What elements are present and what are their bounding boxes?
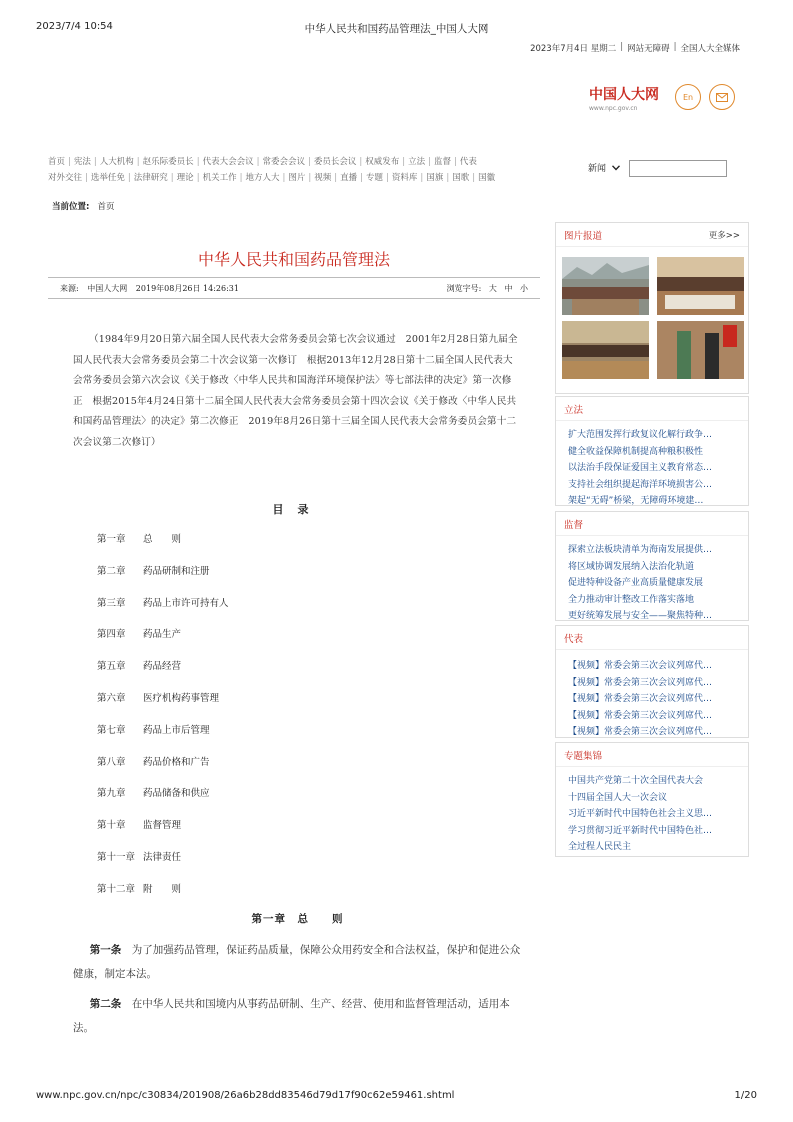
site-logo[interactable] [589, 84, 669, 120]
nav-divider: | [420, 173, 424, 183]
sidebar-link[interactable]: 【视频】常委会第三次会议列席代… [568, 661, 713, 671]
toc-title: 目录 [272, 503, 323, 516]
nav-row-2 [48, 170, 548, 186]
sidebar-link[interactable]: 以法治手段保证爱国主义教育常态… [568, 463, 713, 473]
sidebar-link[interactable]: 【视频】常委会第三次会议列席代… [568, 694, 713, 704]
search-category-label: 新闻 [588, 164, 607, 174]
sidebar-link[interactable]: 促进特种设备产业高质量健康发展 [568, 578, 704, 588]
nav-item[interactable]: 委员长会议 [313, 157, 357, 167]
toc-item[interactable] [97, 658, 181, 672]
nav-item[interactable]: 常委会会议 [262, 157, 305, 167]
font-size-controls [442, 283, 528, 294]
search-input[interactable] [629, 160, 727, 177]
toc-item[interactable] [97, 722, 210, 736]
sidebar-link[interactable]: 支持社会组织提起海洋环境损害公… [568, 479, 713, 490]
toc-chapter-name: 药品研制和注册 [143, 565, 210, 577]
sidebar-link[interactable]: 【视频】常委会第三次会议列席代… [568, 727, 713, 737]
photo-thumbnail[interactable] [562, 257, 649, 315]
nav-divider: | [360, 173, 364, 183]
toc-chapter-number: 第七章 [97, 724, 126, 736]
breadcrumb-label: 当前位置: [52, 202, 90, 212]
toc-chapter-number: 第一章 [97, 534, 126, 545]
sidebar-link[interactable]: 学习贯彻习近平新时代中国特色社… [568, 825, 713, 836]
toc-chapter-number: 第三章 [97, 597, 126, 609]
english-label: En [682, 92, 694, 102]
zhuanti-header [556, 743, 748, 767]
nav-item[interactable]: 国歌 [452, 173, 470, 183]
nav-divider: | [454, 157, 457, 167]
nav-item[interactable]: 视频 [314, 173, 332, 183]
toc-chapter-number: 第十一章 [97, 852, 136, 863]
toc-item[interactable] [97, 785, 210, 799]
logo-url: www.npc.gov.cn [589, 105, 638, 112]
sidebar-link[interactable]: 架起“无碍”桥梁，无障碍环境建… [568, 496, 704, 506]
mail-icon [716, 93, 728, 102]
breadcrumb-home[interactable]: 首页 [97, 202, 115, 212]
nav-divider: | [68, 157, 71, 167]
print-date: 2023/7/4 10:54 [36, 21, 113, 32]
photo-thumbnail[interactable] [562, 321, 649, 379]
nav-divider: | [93, 157, 97, 167]
lifa-title[interactable]: 立法 [564, 404, 584, 416]
font-size-large[interactable]: 大 [488, 283, 497, 293]
photo-thumbnail[interactable] [657, 321, 744, 379]
nav-divider: | [307, 157, 311, 167]
sidebar-link[interactable]: 健全收益保障机制提高种粮积极性 [568, 446, 704, 457]
print-title: 中华人民共和国药品管理法_中国人大网 [304, 23, 489, 35]
sidebar-link[interactable]: 全力推动审计整改工作落实落地 [568, 594, 695, 605]
toc-item[interactable] [97, 563, 210, 577]
photo-thumbnail[interactable] [657, 257, 744, 315]
divider: | [673, 42, 677, 52]
nav-item[interactable]: 权威发布 [365, 157, 400, 167]
article-1-text: 为了加强药品管理，保证药品质量，保障公众用药安全和合法权益，保护和促进公众健康，制定本法。 [73, 944, 521, 980]
jiandu-title[interactable]: 监督 [564, 519, 584, 531]
article-title: 中华人民共和国药品管理法 [197, 250, 390, 269]
nav-item[interactable]: 法律研究 [133, 173, 168, 183]
article-2 [73, 992, 525, 1040]
sidebar-link[interactable]: 扩大范围发挥行政复议化解行政争… [568, 430, 713, 440]
nav-item[interactable]: 机关工作 [202, 173, 237, 183]
article-2-label: 第二条 [89, 998, 122, 1010]
chevron-down-icon [612, 165, 620, 171]
toc-chapter-name: 总 则 [143, 534, 182, 545]
toc-chapter-name: 药品生产 [143, 629, 182, 641]
toc-chapter-number: 第六章 [97, 693, 126, 704]
article-2-text: 在中华人民共和国境内从事药品研制、生产、经营、使用和监督管理活动，适用本法。 [73, 998, 510, 1034]
toc-chapter-number: 第十章 [97, 820, 126, 832]
nav-divider: | [256, 157, 260, 167]
search-category-select[interactable] [588, 161, 620, 174]
toc-chapter-number: 第八章 [97, 756, 126, 768]
sidebar-link[interactable]: 中国共产党第二十次全国代表大会 [568, 776, 704, 786]
nav-item[interactable]: 首页 [48, 157, 66, 167]
toc-chapter-name: 药品储备和供应 [143, 788, 210, 800]
nav-divider: | [334, 173, 338, 183]
logo-name: 中国人大网 [589, 87, 659, 103]
nav-item[interactable]: 代表大会会议 [202, 157, 254, 167]
zhuanti-box [555, 742, 749, 857]
lifa-box [555, 396, 749, 506]
toc-chapter-number: 第九章 [97, 788, 126, 800]
chapter-1-title: 第一章 总 则 [251, 913, 344, 925]
toc-item[interactable] [97, 690, 219, 704]
toc-chapter-number: 第二章 [97, 565, 126, 577]
nav-divider: | [136, 157, 140, 167]
sidebar-link[interactable]: 习近平新时代中国特色社会主义思… [568, 809, 713, 819]
toc-chapter-number: 第四章 [97, 629, 126, 641]
nav-divider: | [85, 173, 88, 183]
toc-item[interactable] [97, 754, 210, 768]
nav-item[interactable]: 资料库 [391, 173, 418, 183]
daibiao-box [555, 625, 749, 738]
photo-news-box [555, 222, 749, 394]
nav-divider: | [127, 173, 131, 183]
toc-item[interactable] [97, 595, 229, 609]
nav-item[interactable]: 宪法 [73, 157, 91, 167]
source-label: 来源: [60, 283, 79, 293]
font-size-medium[interactable]: 中 [504, 283, 513, 293]
lifa-header [556, 397, 748, 421]
nav-divider: | [472, 173, 476, 183]
nav-divider: | [428, 157, 432, 167]
article-meta-left [60, 283, 245, 294]
sidebar-link[interactable]: 十四届全国人大一次会议 [568, 792, 668, 803]
print-page-number: 1/20 [734, 1090, 757, 1101]
revision-history: （1984年9月20日第六届全国人民代表大会常务委员会第七次会议通过 2001年2月28日第九届全国人民代表大会常务委员会第二十次会议第一次修订 根据2013年12月28日第十二届全国人民代表大会常务委员会第六次会议《关于修改〈中华人民共和国海洋环境保护法〉等七部法律的决定》第一次修正 根据2015年4月24日第十二届全国人民代表大会常务委员会第十四次会议《关于修改〈中华人民共和国药品管理法〉的决定》第二次修正 2019年8月26日第十三届全国人民代表大会常务委员会第十二次会议第二次修订） [73, 334, 518, 448]
nav-item[interactable]: 立法 [408, 157, 426, 167]
divider: | [620, 42, 624, 52]
current-date: 2023年7月4日 星期二 [530, 44, 617, 54]
article-meta-bar [48, 277, 540, 299]
nav-divider: | [308, 173, 312, 183]
lifa-list [568, 427, 746, 510]
nav-divider: | [239, 173, 243, 183]
all-media-link[interactable]: 全国人大全媒体 [680, 44, 740, 54]
article-1 [73, 938, 525, 986]
article-1-label: 第一条 [89, 944, 122, 956]
zhuanti-title[interactable]: 专题集锦 [564, 750, 603, 762]
daibiao-list [568, 658, 746, 741]
toc-chapter-name: 药品价格和广告 [143, 756, 210, 768]
english-button[interactable] [675, 84, 701, 110]
nav-divider: | [402, 157, 406, 167]
font-size-small[interactable]: 小 [520, 283, 528, 293]
accessibility-link[interactable]: 网站无障碍 [627, 44, 670, 54]
toc-item[interactable] [97, 881, 181, 895]
nav-item[interactable]: 图片 [288, 173, 306, 183]
toc-item[interactable] [97, 531, 181, 545]
publish-datetime: 2019年08月26日 14:26:31 [135, 283, 239, 293]
photo-news-header [556, 223, 748, 247]
toc-chapter-name: 附 则 [143, 883, 182, 895]
font-size-label: 浏览字号: [446, 283, 482, 293]
sidebar-link[interactable]: 将区域协调发展纳入法治化轨道 [568, 561, 695, 572]
sidebar-link[interactable]: 全过程人民民主 [568, 842, 632, 852]
nav-divider: | [282, 173, 286, 183]
jiandu-list [568, 542, 746, 625]
photo-grid [562, 257, 744, 379]
nav-item[interactable]: 代表 [459, 157, 477, 167]
toc-chapter-name: 医疗机构药事管理 [143, 693, 220, 704]
toc-chapter-name: 药品经营 [143, 661, 182, 673]
toc-chapter-number: 第五章 [97, 661, 126, 673]
toc-item[interactable] [97, 626, 181, 640]
sidebar-link[interactable]: 探索立法板块清单为海南发展提供… [568, 545, 713, 555]
nav-item[interactable]: 专题 [366, 173, 384, 183]
nav-item[interactable]: 监督 [434, 157, 452, 167]
nav-item[interactable]: 国旗 [426, 173, 444, 183]
print-url: www.npc.gov.cn/npc/c30834/201908/26a6b28dd83546d79d17f90c62e59461.shtml [36, 1090, 455, 1101]
nav-divider: | [196, 157, 200, 167]
nav-item[interactable]: 对外交往 [48, 173, 83, 183]
sidebar-link[interactable]: 【视频】常委会第三次会议列席代… [568, 710, 713, 721]
jiandu-box [555, 511, 749, 621]
nav-divider: | [170, 173, 174, 183]
nav-item[interactable]: 地方人大 [245, 173, 280, 183]
nav-divider: | [386, 173, 389, 183]
nav-item[interactable]: 选举任免 [90, 173, 125, 183]
daibiao-header [556, 626, 748, 650]
toc-chapter-name: 法律责任 [143, 852, 182, 863]
nav-item[interactable]: 直播 [340, 173, 358, 183]
nav-divider: | [196, 173, 200, 183]
toc-chapter-name: 药品上市许可持有人 [143, 597, 229, 609]
toc-chapter-name: 药品上市后管理 [143, 724, 210, 736]
nav-row-1 [48, 154, 548, 170]
toc-chapter-number: 第十二章 [97, 883, 136, 895]
mail-button[interactable] [709, 84, 735, 110]
more-link[interactable]: 更多>> [708, 230, 740, 241]
toc-item[interactable] [97, 817, 181, 831]
breadcrumb [52, 200, 115, 212]
nav-item[interactable]: 赵乐际委员长 [142, 157, 194, 167]
top-bar [530, 42, 740, 54]
sidebar-link[interactable]: 更好统筹发展与安全——聚焦特种… [568, 611, 713, 621]
source-value: 中国人大网 [87, 283, 128, 293]
jiandu-header [556, 512, 748, 536]
toc-chapter-name: 监督管理 [143, 820, 182, 832]
sidebar-link[interactable]: 【视频】常委会第三次会议列席代… [568, 677, 713, 688]
toc-item[interactable] [97, 849, 181, 863]
nav-divider: | [446, 173, 450, 183]
main-nav [48, 154, 548, 186]
zhuanti-list [568, 773, 746, 856]
photo-news-title[interactable]: 图片报道 [564, 230, 603, 242]
nav-item[interactable]: 理论 [176, 173, 194, 183]
daibiao-title[interactable]: 代表 [564, 633, 584, 645]
nav-divider: | [359, 157, 363, 167]
nav-item[interactable]: 国徽 [478, 173, 496, 183]
nav-item[interactable]: 人大机构 [99, 157, 134, 167]
